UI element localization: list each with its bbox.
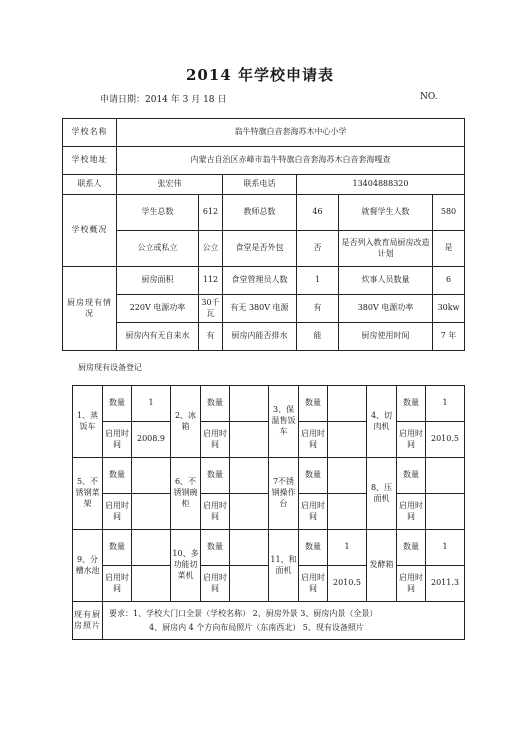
students-label: 学生总数 [117,195,199,231]
canteen-managers-value: 1 [297,267,339,295]
photos-row [73,602,465,640]
equipment-qty-label: 数量 [103,386,132,422]
equipment-qty-value [328,386,367,422]
equipment-name: 4、切肉机 [367,386,397,458]
equipment-qty-value: 1 [426,386,465,422]
photo-requirements-line-1: 要求：1、学校大门口全景（学校名称） 2、厨房外景 3、厨房内景（全景） [109,608,378,618]
equipment-qty-label: 数量 [397,386,426,422]
equipment-start-label: 启用时间 [397,566,426,602]
equipment-name: 8、压面机 [367,458,397,530]
equipment-qty-value [132,530,171,566]
equipment-row [73,530,465,566]
has-380v-value: 有 [297,295,339,323]
equipment-start-value [230,566,269,602]
school-type-label: 公立或私立 [117,231,199,267]
equipment-table [72,385,465,640]
equipment-qty-value: 1 [426,530,465,566]
phone-label: 联系电话 [223,175,297,195]
equipment-start-label: 启用时间 [299,494,328,530]
cooks-count-label: 炊事人员数量 [339,267,433,295]
equipment-heading: 厨房现有设备登记 [78,363,142,372]
contact-label: 联系人 [63,175,117,195]
photo-requirements [103,602,465,640]
equipment-name: 发酵箱 [367,530,397,602]
overview-section-label: 学校概况 [63,195,117,267]
kitchen-years-label: 厨房使用时间 [339,323,433,351]
equipment-qty-label: 数量 [299,458,328,494]
equipment-start-label: 启用时间 [201,494,230,530]
equipment-start-label: 启用时间 [397,422,426,458]
equipment-start-value: 2008.9 [132,422,171,458]
equipment-start-value: 2010.5 [426,422,465,458]
photo-requirements-line-2: 4、厨房内 4 个方向布局照片（东南西北） 5、现有设备照片 [149,622,364,632]
equipment-start-value [426,494,465,530]
equipment-qty-label: 数量 [201,530,230,566]
equipment-name: 7不锈钢操作台 [269,458,299,530]
equipment-qty-value: 1 [328,530,367,566]
equipment-start-label: 启用时间 [201,422,230,458]
equipment-row [73,458,465,494]
cooks-count-value: 6 [433,267,465,295]
school-info-table [62,118,465,351]
equipment-start-value [230,494,269,530]
photos-label: 现有厨房照片 [73,602,103,640]
equipment-start-value [230,422,269,458]
form-title: 2014 年学校申请表 [186,66,334,84]
power-220v-value: 30千瓦 [199,295,223,323]
equipment-start-label: 启用时间 [103,422,132,458]
has-380v-label: 有无 380V 电源 [223,295,297,323]
equipment-qty-label: 数量 [397,458,426,494]
kitchen-row-3 [63,323,465,351]
equipment-qty-value [132,458,171,494]
equipment-name: 10、多功能切菜机 [171,530,201,602]
equipment-qty-value [230,386,269,422]
kitchen-area-label: 厨房面积 [117,267,199,295]
equipment-start-value [328,494,367,530]
equipment-start-value: 2010.5 [328,566,367,602]
equipment-start-label: 启用时间 [201,566,230,602]
equipment-start-label: 启用时间 [299,422,328,458]
equipment-qty-value [230,458,269,494]
equipment-name: 1、蒸饭车 [73,386,103,458]
overview-row-1 [63,195,465,231]
tap-water-label: 厨房内有无自来水 [117,323,199,351]
equipment-qty-label: 数量 [299,530,328,566]
equipment-start-value [328,422,367,458]
contact-value: 张宏伟 [117,175,223,195]
equipment-qty-label: 数量 [397,530,426,566]
equipment-start-value [132,566,171,602]
drainage-value: 能 [297,323,339,351]
school-name-value: 翁牛特旗白音套海苏木中心小学 [117,119,465,147]
kitchen-years-value: 7 年 [433,323,465,351]
contact-row [63,175,465,195]
power-220v-label: 220V 电源功率 [117,295,199,323]
drainage-label: 厨房内能否排水 [223,323,297,351]
equipment-qty-value [426,458,465,494]
equipment-start-value [132,494,171,530]
equipment-qty-label: 数量 [201,458,230,494]
equipment-start-value: 2011.3 [426,566,465,602]
renovation-plan-label: 是否列入教育局厨房改造计划 [339,231,433,267]
school-name-row [63,119,465,147]
apply-date: 申请日期：2014 年 3 月 18 日 [100,95,227,105]
teachers-label: 教师总数 [223,195,297,231]
form-number-label: NO. [420,92,438,102]
equipment-qty-value [328,458,367,494]
tap-water-value: 有 [199,323,223,351]
kitchen-row-1 [63,267,465,295]
equipment-start-label: 启用时间 [103,566,132,602]
teachers-value: 46 [297,195,339,231]
equipment-qty-label: 数量 [201,386,230,422]
equipment-qty-label: 数量 [299,386,328,422]
power-380v-label: 380V 电源功率 [339,295,433,323]
overview-row-2 [63,231,465,267]
school-name-label: 学校名称 [63,119,117,147]
phone-value: 13404888320 [297,175,465,195]
equipment-qty-label: 数量 [103,458,132,494]
kitchen-area-value: 112 [199,267,223,295]
equipment-start-label: 启用时间 [103,494,132,530]
equipment-qty-value: 1 [132,386,171,422]
school-type-value: 公立 [199,231,223,267]
power-380v-value: 30kw [433,295,465,323]
equipment-name: 2、冰箱 [171,386,201,458]
school-address-value: 内蒙古自治区赤峰市翁牛特旗白音套海苏木白音套海嘎查 [117,147,465,175]
equipment-name: 11、和面机 [269,530,299,602]
equipment-name: 3、保温售饭车 [269,386,299,458]
equipment-qty-value [230,530,269,566]
equipment-name: 6、不锈钢碗柜 [171,458,201,530]
diners-value: 580 [433,195,465,231]
canteen-outsourced-value: 否 [297,231,339,267]
renovation-plan-value: 是 [433,231,465,267]
equipment-start-label: 启用时间 [397,494,426,530]
kitchen-row-2 [63,295,465,323]
kitchen-section-label: 厨房现有情况 [63,267,117,351]
canteen-managers-label: 食堂管理员人数 [223,267,297,295]
equipment-start-label: 启用时间 [299,566,328,602]
equipment-qty-label: 数量 [103,530,132,566]
canteen-outsourced-label: 食堂是否外包 [223,231,297,267]
equipment-row [73,386,465,422]
equipment-name: 9、分槽水池 [73,530,103,602]
equipment-name: 5、不锈钢菜架 [73,458,103,530]
school-address-row [63,147,465,175]
school-address-label: 学校地址 [63,147,117,175]
students-value: 612 [199,195,223,231]
diners-label: 就餐学生人数 [339,195,433,231]
